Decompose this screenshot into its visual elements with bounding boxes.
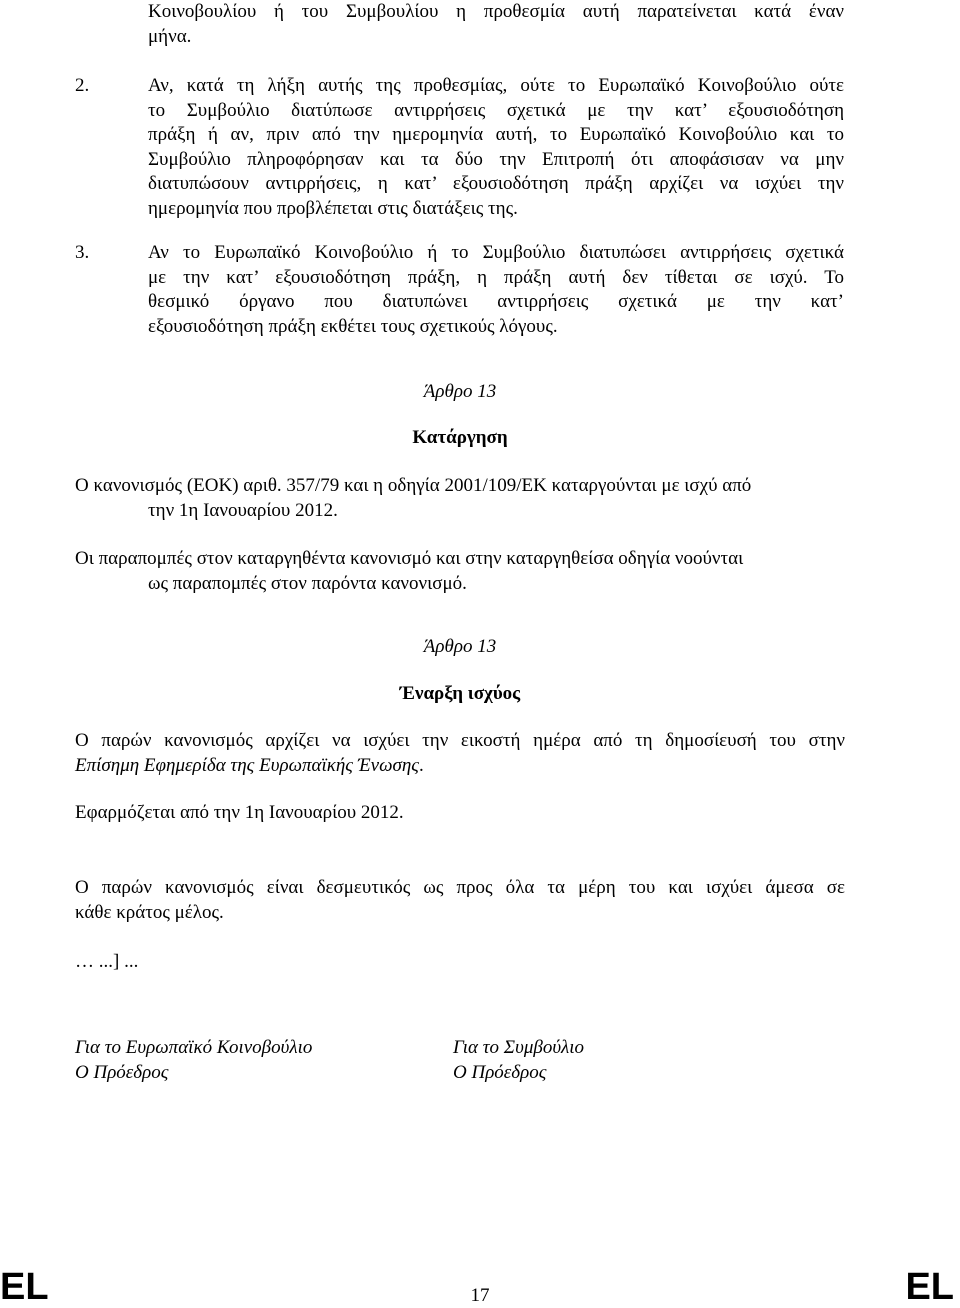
article-title: Κατάργηση <box>412 427 508 448</box>
item-number: 2. <box>75 75 90 96</box>
item3-line-3: θεσμικό όργανο που διατυπώνει αντιρρήσεις σχετικά με την κατ’ <box>148 291 844 313</box>
item-number: 3. <box>75 242 90 263</box>
binding-line-1: Ο παρών κανονισμός είναι δεσμευτικός ως προς όλα τα μέρη του και ισχύει άμεσα σε <box>75 877 845 898</box>
official-journal-title: Επίσημη Εφημερίδα της Ευρωπαϊκής Ένωσης <box>75 754 420 776</box>
ellipsis-line: … ...] ... <box>75 951 139 972</box>
article-number: Άρθρο 13 <box>423 636 497 657</box>
footer-language-left: EL <box>0 1266 49 1308</box>
continuation-paragraph <box>148 0 844 49</box>
continuation-line-1: Κοινοβουλίου ή του Συμβουλίου η προθεσμία αυτή παρατείνεται κατά έναν <box>148 1 844 22</box>
item2-line-4: Συμβούλιο πληροφόρησαν και τα δύο την Επιτροπή ότι αποφάσισαν να μην <box>148 148 844 170</box>
entry-line-2-end: . <box>419 754 424 776</box>
article-title: Έναρξη ισχύος <box>399 683 521 704</box>
item2-line-5: διατυπώσουν αντιρρήσεις, η κατ’ εξουσιοδότηση πράξη αρχίζει να ισχύει την <box>148 173 844 195</box>
binding-paragraph <box>75 876 845 925</box>
repeal-paragraph <box>75 474 845 523</box>
references-paragraph <box>75 547 845 596</box>
signature-council-line-1: Για το Συμβούλιο <box>453 1037 585 1058</box>
entry-line-2 <box>75 754 845 779</box>
item2-line-3: πράξη ή αν, πριν από την ημερομηνία αυτή, το Ευρωπαϊκό Κοινοβούλιο και το <box>148 124 844 146</box>
item3-line-1: Αν το Ευρωπαϊκό Κοινοβούλιο ή το Συμβούλιο διατυπώσει αντιρρήσεις σχετικά <box>148 242 844 263</box>
item3-line-2: με την κατ’ εξουσιοδότηση πράξη, η πράξη αυτή δεν τίθεται σε ισχύ. Το <box>148 266 844 288</box>
item2-line-6: ημερομηνία που προβλέπεται στις διατάξεις της. <box>148 197 518 219</box>
references-line-1: Οι παραπομπές στον καταργηθέντα κανονισμό και στην καταργηθείσα οδηγία νοούνται <box>75 548 744 569</box>
signature-parliament <box>75 1036 312 1085</box>
item-body <box>148 241 844 339</box>
item2-line-1: Αν, κατά τη λήξη αυτής της προθεσμίας, ούτε το Ευρωπαϊκό Κοινοβούλιο ούτε <box>148 75 844 96</box>
entry-into-force-paragraph <box>75 729 845 778</box>
item-body <box>148 74 844 222</box>
continuation-line-2: μήνα. <box>148 25 192 47</box>
repeal-line-1: Ο κανονισμός (ΕΟΚ) αριθ. 357/79 και η οδηγία 2001/109/ΕΚ καταργούνται με ισχύ από <box>75 475 752 496</box>
page-number: 17 <box>470 1285 490 1306</box>
entry-line-1: Ο παρών κανονισμός αρχίζει να ισχύει την εικοστή ημέρα από τη δημοσίευσή του στην <box>75 730 845 751</box>
signature-council-line-2: Ο Πρόεδρος <box>453 1061 547 1083</box>
signature-parliament-line-2: Ο Πρόεδρος <box>75 1061 169 1083</box>
binding-line-2: κάθε κράτος μέλος. <box>75 901 224 923</box>
application-date-paragraph <box>75 801 845 826</box>
item2-line-2: το Συμβούλιο διατύπωσε αντιρρήσεις σχετικά με την κατ’ εξουσιοδότηση <box>148 99 844 121</box>
footer-language-right: EL <box>905 1266 954 1308</box>
signature-council <box>453 1036 584 1085</box>
references-line-2: ως παραπομπές στον παρόντα κανονισμό. <box>148 572 467 594</box>
repeal-line-2: την 1η Ιανουαρίου 2012. <box>148 499 338 521</box>
signature-parliament-line-1: Για το Ευρωπαϊκό Κοινοβούλιο <box>75 1037 313 1058</box>
application-line: Εφαρμόζεται από την 1η Ιανουαρίου 2012. <box>75 802 404 823</box>
article-number: Άρθρο 13 <box>423 381 497 402</box>
item3-line-4: εξουσιοδότηση πράξη εκθέτει τους σχετικούς λόγους. <box>148 315 558 337</box>
